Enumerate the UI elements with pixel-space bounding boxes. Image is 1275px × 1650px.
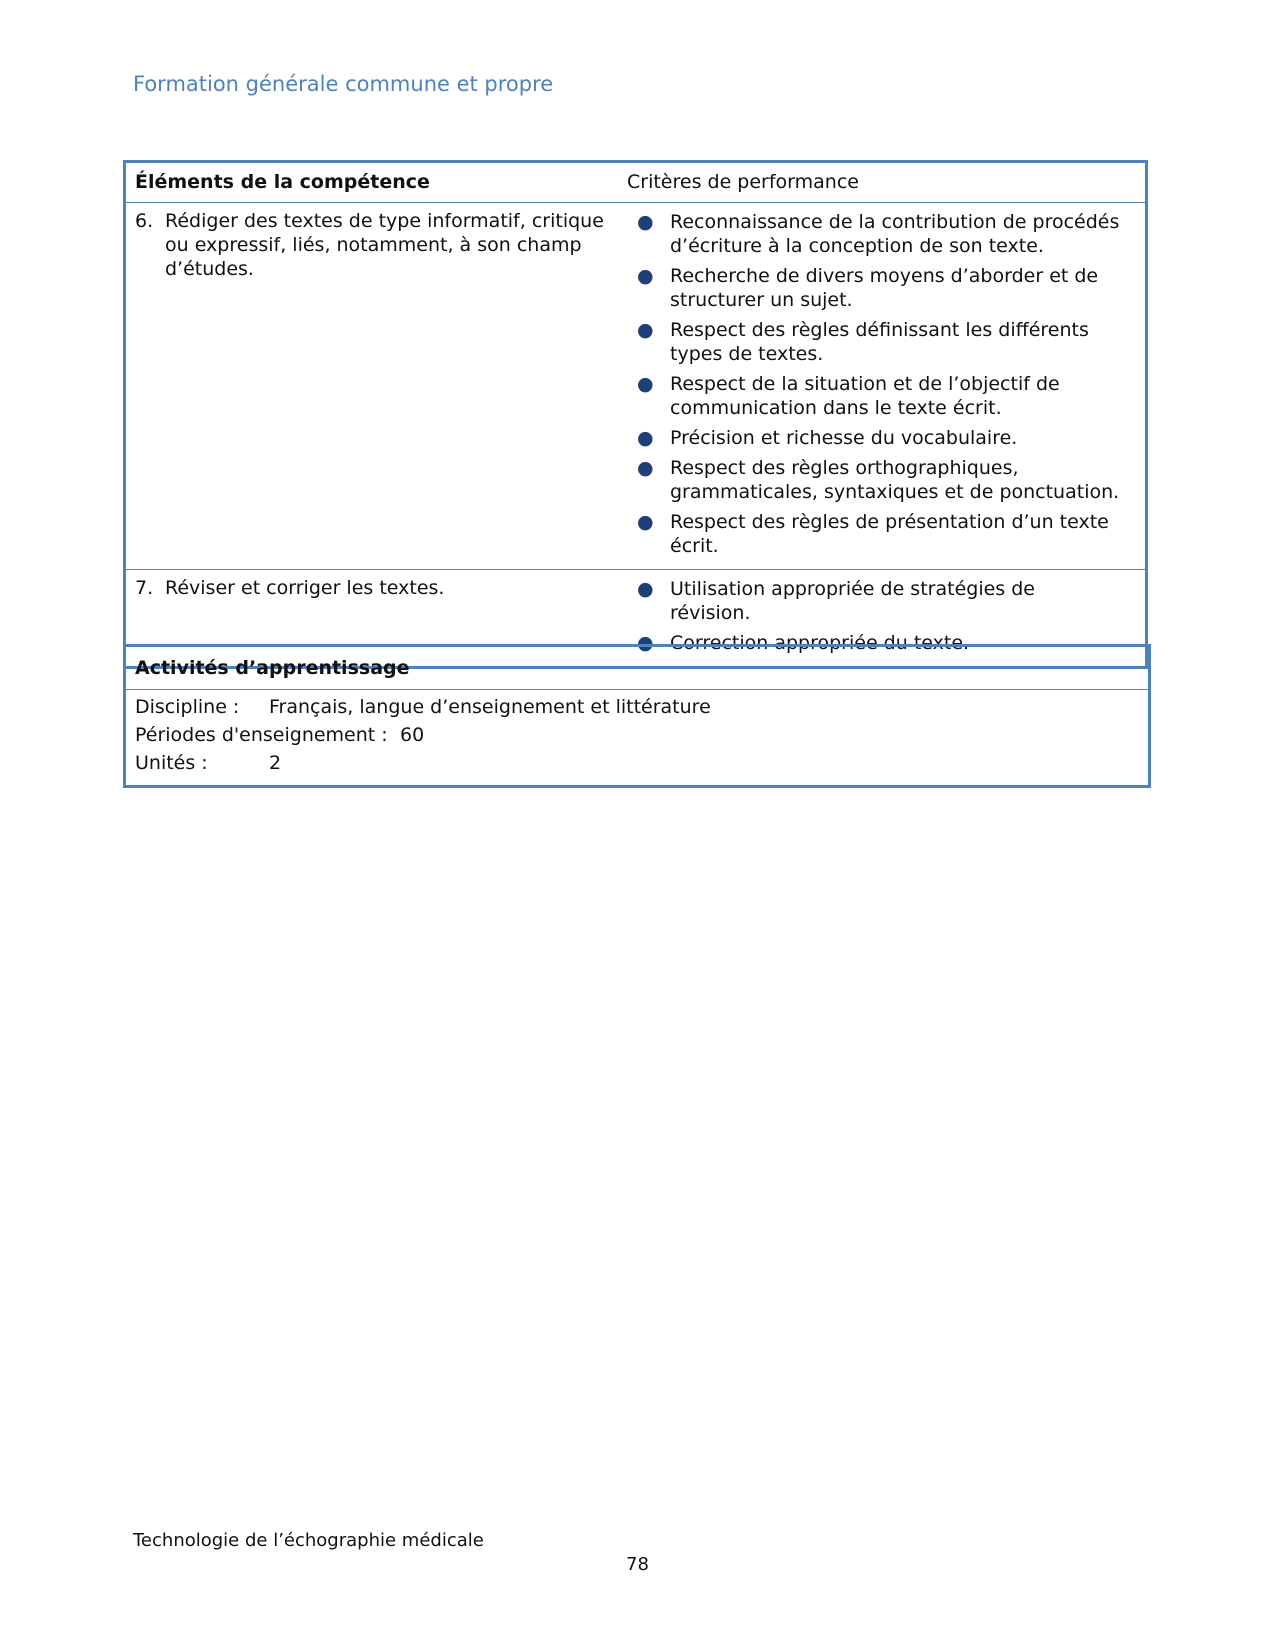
bullet-icon: ●: [637, 265, 654, 287]
periodes-value: 60: [400, 724, 425, 746]
list-item: [627, 318, 1145, 366]
element-number: 7.: [135, 577, 154, 599]
activites-table: [123, 644, 1151, 788]
discipline-line: [135, 693, 1139, 721]
bullet-icon: ●: [637, 632, 654, 654]
list-item: [627, 510, 1145, 558]
list-item: [627, 210, 1145, 258]
list-item: [627, 372, 1145, 420]
bullet-icon: ●: [637, 511, 654, 533]
bullet-icon: ●: [637, 457, 654, 479]
bullet-icon: ●: [637, 373, 654, 395]
criterion-text: Respect des règles orthographiques, grammaticales, syntaxiques et de ponctuation.: [670, 457, 1120, 503]
footer-program: Technologie de l’échographie médicale: [133, 1530, 484, 1551]
activites-body: [126, 690, 1148, 785]
bullet-icon: ●: [637, 319, 654, 341]
list-item: [627, 264, 1145, 312]
criterion-text: Correction appropriée du texte.: [670, 632, 970, 654]
periodes-line: [135, 721, 1139, 749]
list-item: [627, 577, 1145, 625]
unites-value: 2: [269, 752, 282, 774]
criteria-list: [627, 203, 1145, 569]
list-item: [627, 426, 1145, 450]
activites-title: Activités d’apprentissage: [126, 647, 1148, 690]
table-header-row: [126, 163, 1145, 202]
list-item: [627, 456, 1145, 504]
criterion-text: Reconnaissance de la contribution de procédés d’écriture à la conception de son texte.: [670, 211, 1120, 257]
periodes-label: Périodes d'enseignement :: [135, 724, 388, 746]
bullet-icon: ●: [637, 578, 654, 600]
discipline-label: Discipline :: [135, 696, 240, 718]
criterion-text: Respect des règles définissant les différents types de textes.: [670, 319, 1089, 365]
page-header-title: Formation générale commune et propre: [133, 72, 554, 96]
col-header-criteres: Critères de performance: [627, 171, 859, 193]
criterion-text: Respect des règles de présentation d’un texte écrit.: [670, 511, 1109, 557]
bullet-icon: ●: [637, 211, 654, 233]
page-number: 78: [626, 1554, 649, 1575]
unites-line: [135, 749, 1139, 777]
element-number: 6.: [135, 210, 154, 232]
discipline-value: Français, langue d’enseignement et littérature: [269, 696, 711, 718]
competence-table: [123, 160, 1148, 669]
unites-label: Unités :: [135, 752, 208, 774]
element-cell: [126, 203, 627, 569]
col-header-elements: Éléments de la compétence: [135, 171, 430, 193]
criterion-text: Respect de la situation et de l’objectif de communication dans le texte écrit.: [670, 373, 1060, 419]
criteria-cell: [627, 203, 1145, 569]
criterion-text: Utilisation appropriée de stratégies de révision.: [670, 578, 1035, 624]
element-text: Rédiger des textes de type informatif, critique ou expressif, liés, notamment, à son champ d’études.: [165, 210, 604, 280]
table-row: [126, 202, 1145, 569]
criterion-text: Précision et richesse du vocabulaire.: [670, 427, 1018, 449]
criterion-text: Recherche de divers moyens d’aborder et de structurer un sujet.: [670, 265, 1099, 311]
bullet-icon: ●: [637, 427, 654, 449]
element-text: Réviser et corriger les textes.: [165, 577, 445, 599]
